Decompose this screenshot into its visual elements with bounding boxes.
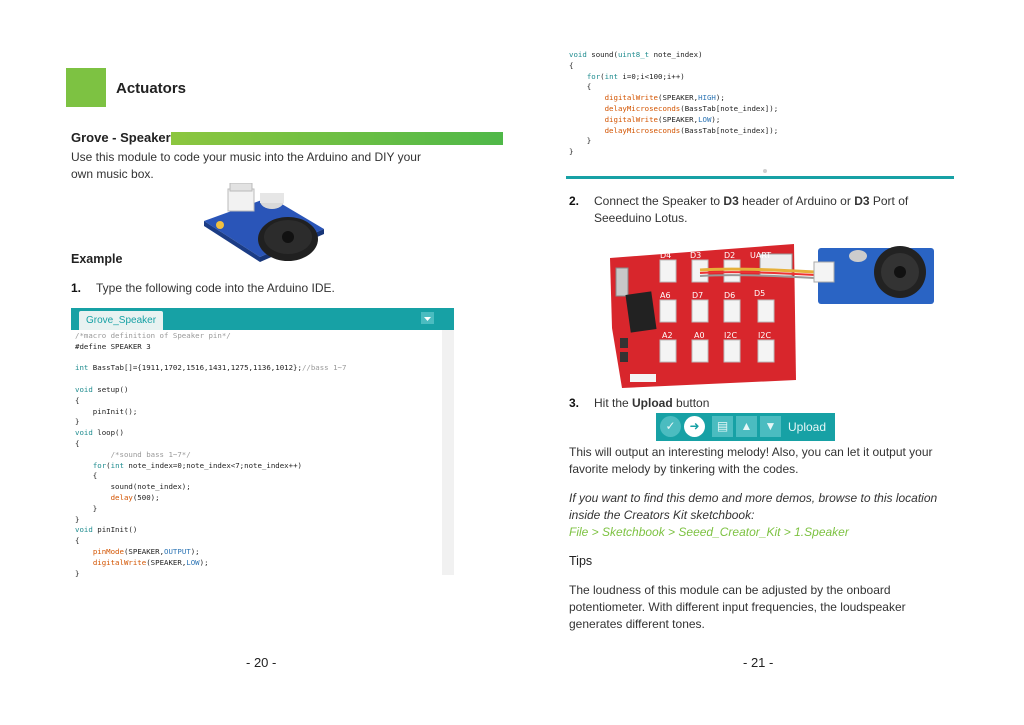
board-port-label: D5 bbox=[754, 289, 766, 298]
code-line: { bbox=[569, 82, 592, 92]
code-line: /*macro definition of Speaker pin*/ bbox=[75, 331, 231, 340]
board-port-label: A2 bbox=[662, 331, 673, 340]
demo-location-note bbox=[569, 490, 937, 541]
step-3 bbox=[569, 396, 709, 410]
section-title: Actuators bbox=[116, 80, 187, 97]
code-line: { bbox=[75, 395, 80, 405]
example-heading: Example bbox=[71, 252, 123, 266]
ide-toolbar bbox=[656, 413, 835, 441]
step-text: Type the following code into the Arduino IDE. bbox=[96, 281, 335, 295]
board-port-label: I2C bbox=[758, 331, 772, 340]
code-line: pinInit(); bbox=[75, 406, 138, 416]
board-port-label: D6 bbox=[724, 291, 736, 300]
divider-dot bbox=[763, 169, 767, 173]
code-line: pinMode(SPEAKER,OUTPUT); bbox=[92, 546, 200, 556]
module-title-bar bbox=[171, 132, 503, 145]
step-text: button bbox=[672, 396, 710, 410]
step-number: 2. bbox=[569, 194, 580, 208]
page-number-right: - 21 - bbox=[743, 655, 774, 670]
code-line: { bbox=[75, 438, 80, 448]
step-text: Connect the Speaker to bbox=[594, 194, 724, 208]
page-number-left: - 20 - bbox=[246, 655, 277, 670]
code-line: } bbox=[569, 147, 574, 157]
code-line: } bbox=[75, 514, 80, 524]
output-line: favorite melody by tinkering with the codes. bbox=[569, 462, 799, 476]
code-line bbox=[75, 374, 442, 385]
step-number: 1. bbox=[71, 281, 82, 295]
section-marker bbox=[66, 68, 106, 107]
code-line: int BassTab[]={1911,1702,1516,1431,1275,1136,1012};//bass 1~7 bbox=[75, 363, 347, 373]
code-line: digitalWrite(SPEAKER,LOW); bbox=[604, 114, 721, 124]
page-icon: ▤ bbox=[716, 419, 729, 433]
note-line: If you want to find this demo and more demos, browse to this location bbox=[569, 491, 938, 505]
arrow-up-icon: ▲ bbox=[740, 419, 753, 433]
board-port-label: I2C bbox=[724, 331, 738, 340]
intro-line: Use this module to code your music into the Arduino and DIY your bbox=[71, 150, 421, 164]
code-block-left bbox=[71, 330, 442, 579]
code-line bbox=[75, 353, 442, 364]
board-port-label: A0 bbox=[694, 331, 705, 340]
verify-button[interactable] bbox=[660, 416, 681, 437]
pin-label: D3 bbox=[723, 194, 739, 208]
tab-menu-icon[interactable] bbox=[421, 312, 434, 324]
code-line: #define SPEAKER 3 bbox=[75, 341, 151, 351]
tips-paragraph bbox=[569, 582, 906, 633]
code-divider bbox=[566, 176, 954, 179]
step-number: 3. bbox=[569, 396, 580, 410]
code-line: { bbox=[569, 60, 574, 70]
code-line: { bbox=[75, 536, 80, 546]
new-button[interactable] bbox=[712, 416, 733, 437]
ide-editor bbox=[71, 330, 454, 578]
tips-heading: Tips bbox=[569, 554, 593, 568]
upload-keyword: Upload bbox=[632, 396, 673, 410]
board-port-label: D3 bbox=[690, 251, 702, 260]
code-line: void pinInit() bbox=[75, 525, 138, 535]
tips-line: potentiometer. With different input frequencies, the loudspeaker bbox=[569, 600, 906, 614]
code-line: } bbox=[75, 503, 98, 513]
module-title: Grove - Speaker bbox=[71, 130, 171, 145]
step-text: Seeeduino Lotus. bbox=[594, 211, 688, 225]
code-line: delay(500); bbox=[110, 492, 160, 502]
intro-paragraph bbox=[71, 149, 421, 183]
speaker-module-image bbox=[200, 183, 326, 263]
code-line: for(int i=0;i<100;i++) bbox=[586, 71, 685, 81]
output-line: This will output an interesting melody! Also, you can let it output your bbox=[569, 445, 933, 459]
board-port-label: D4 bbox=[660, 251, 672, 260]
tips-line: generates different tones. bbox=[569, 617, 705, 631]
code-line: sound(note_index); bbox=[75, 482, 191, 492]
arrow-down-icon: ▼ bbox=[764, 419, 777, 433]
board-port-label: UART bbox=[750, 251, 772, 260]
code-line: } bbox=[569, 136, 592, 146]
output-paragraph bbox=[569, 444, 933, 478]
code-line: /*sound bass 1~7*/ bbox=[75, 449, 191, 459]
code-line: digitalWrite(SPEAKER,LOW); bbox=[92, 557, 209, 567]
board-connection-image bbox=[610, 238, 936, 390]
board-port-label: A6 bbox=[660, 291, 671, 300]
note-line: inside the Creators Kit sketchbook: bbox=[569, 508, 755, 522]
step-text: header of Arduino or bbox=[738, 194, 855, 208]
code-line: } bbox=[75, 568, 80, 578]
board-port-label: D2 bbox=[724, 251, 736, 260]
code-line: for(int note_index=0;note_index<7;note_index++) bbox=[92, 460, 302, 470]
step-text: Hit the bbox=[594, 396, 633, 410]
code-block-right bbox=[569, 50, 954, 170]
ide-tab-grove-speaker[interactable]: Grove_Speaker bbox=[79, 311, 163, 330]
code-line: void sound(uint8_t note_index) bbox=[569, 50, 703, 59]
pin-label: D3 bbox=[854, 194, 870, 208]
step-2 bbox=[569, 193, 908, 227]
code-line: { bbox=[75, 471, 98, 481]
arrow-right-icon: ➜ bbox=[689, 419, 700, 433]
board-port-label: D7 bbox=[692, 291, 704, 300]
step-1 bbox=[71, 281, 335, 295]
code-line: delayMicroseconds(BassTab[note_index]); bbox=[604, 125, 779, 135]
code-line: void loop() bbox=[75, 428, 124, 438]
tips-line: The loudness of this module can be adjusted by the onboard bbox=[569, 583, 891, 597]
code-line: delayMicroseconds(BassTab[note_index]); bbox=[604, 103, 779, 113]
check-icon: ✓ bbox=[665, 419, 676, 433]
save-button[interactable] bbox=[760, 416, 781, 437]
code-line: digitalWrite(SPEAKER,HIGH); bbox=[604, 93, 725, 103]
code-line: void setup() bbox=[75, 384, 129, 394]
intro-line: own music box. bbox=[71, 167, 154, 181]
code-line: } bbox=[75, 417, 80, 427]
upload-button[interactable] bbox=[684, 416, 705, 437]
toolbar-upload-label: Upload bbox=[788, 420, 827, 434]
open-button[interactable] bbox=[736, 416, 757, 437]
step-text: Port of bbox=[869, 194, 909, 208]
sketchbook-path: File > Sketchbook > Seeed_Creator_Kit > 1.Speaker bbox=[569, 525, 849, 539]
